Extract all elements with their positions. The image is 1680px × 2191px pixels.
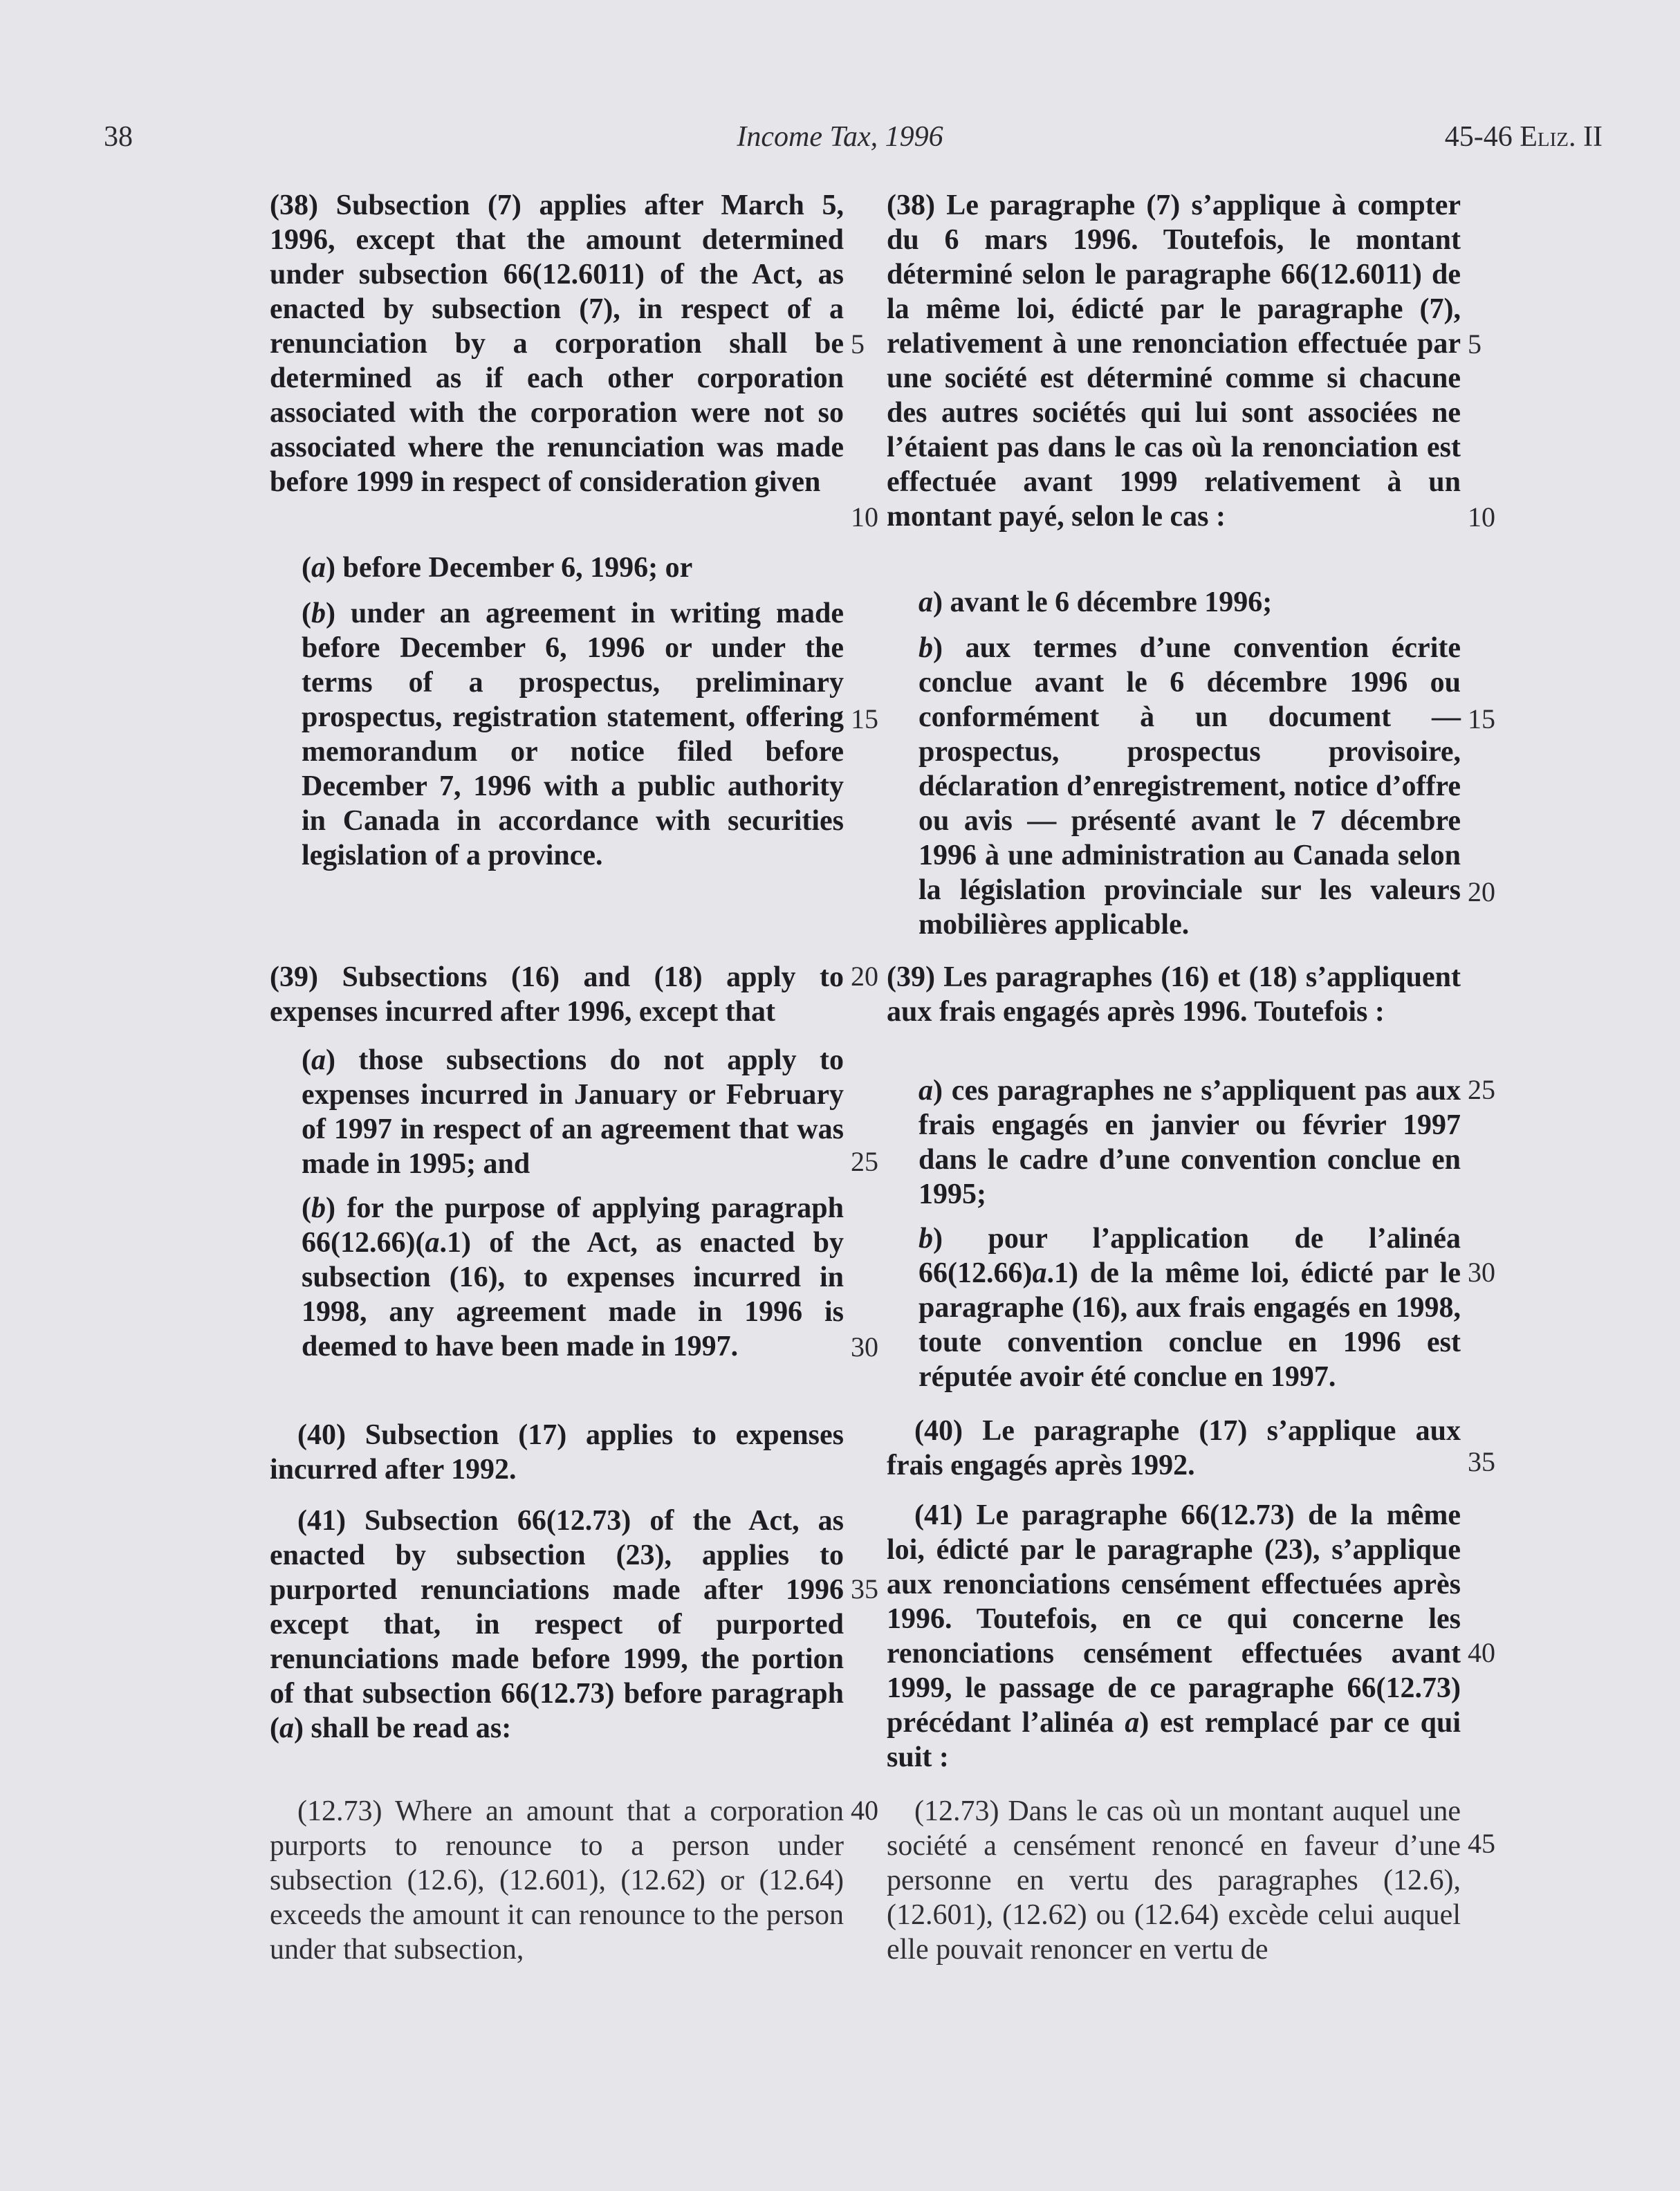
en-line-number: 15	[851, 703, 878, 734]
fr-line-number: 30	[1468, 1257, 1495, 1288]
parliament-sc: Eliz	[1520, 121, 1569, 153]
fr-s41-italic: a	[1125, 1707, 1140, 1739]
fr-line-number: 35	[1468, 1446, 1495, 1477]
parliament-reference	[1445, 120, 1603, 154]
en-s39-b-text-1: for the purpose of applying paragraph 66(12.66)(	[302, 1192, 844, 1259]
fr-s40-text: (40) Le paragraphe (17) s’applique aux frais engagés après 1992.	[887, 1415, 1461, 1481]
fr-s39-b-label: b	[919, 1223, 933, 1255]
en-line-number: 35	[851, 1573, 878, 1605]
en-s38-a-label: a	[311, 552, 326, 584]
en-s41-text-1: (41) Subsection 66(12.73) of the Act, as enacted by subsection (23), applies to purported renunciations made after 1996 except that, in respect of purported renunciations made before 1999, the portion of that subsection 66(12.73) before paragraph (	[270, 1505, 844, 1744]
fr-s41-text-2: ) est remplacé par ce qui suit :	[887, 1707, 1461, 1773]
page-number: 38	[104, 121, 133, 153]
en-s41-italic: a	[279, 1712, 294, 1744]
en-s39-b: (b) for the purpose of applying paragraph 66(12.66)(a.1) of the Act, as enacted by subsection (16), to expenses incurred in 1998, any agreement made in 1996 is deemed to have been made in 1997.	[302, 1192, 844, 1362]
fr-s39-a-label: a	[919, 1075, 933, 1107]
en-section-40	[270, 1418, 844, 1487]
en-s41-text-2: ) shall be read as:	[294, 1712, 512, 1744]
en-section-41	[270, 1504, 844, 1746]
fr-section-38	[887, 188, 1461, 534]
en-s39-b-italic: a	[425, 1227, 440, 1259]
fr-line-number: 20	[1468, 876, 1495, 907]
fr-s39-b-italic: a	[1032, 1257, 1047, 1289]
fr-s39-text: (39) Les paragraphes (16) et (18) s’appliquent aux frais engagés après 1996. Toutefois :	[887, 961, 1461, 1028]
en-line-number: 40	[851, 1795, 878, 1826]
en-s39-a-text: those subsections do not apply to expenses incurred in January or February of 1997 in respect of an agreement that was made in 1995; and	[302, 1044, 844, 1180]
en-s39-b-text-2: .1) of the Act, as enacted by subsection (16), to expenses incurred in 1998, any agreement made in 1996 is deemed to have been made in 1997.	[302, 1227, 844, 1362]
en-line-number: 20	[851, 961, 878, 992]
en-quote	[270, 1794, 844, 1967]
en-s40-text: (40) Subsection (17) applies to expenses incurred after 1992.	[270, 1419, 844, 1486]
fr-s38-a-text: ) avant le 6 décembre 1996;	[933, 586, 1273, 618]
fr-line-number: 5	[1468, 329, 1481, 360]
en-s39-a-label: a	[311, 1044, 326, 1076]
en-line-number: 5	[851, 329, 865, 360]
fr-s39-b-text-1: ) pour l’application de l’alinéa 66(12.66)	[919, 1223, 1461, 1289]
parliament-prefix: 45-46	[1444, 121, 1520, 153]
running-title: Income Tax, 1996	[737, 121, 943, 153]
fr-section-40	[887, 1414, 1461, 1483]
en-s39-b-label: b	[311, 1192, 326, 1224]
en-section-39	[270, 960, 844, 1029]
fr-line-number: 25	[1468, 1074, 1495, 1105]
fr-s39-b-text-2: .1) de la même loi, édicté par le paragraphe (16), aux frais engagés en 1998, toute convention conclue en 1996 est réputée avoir été conclue en 1997.	[919, 1257, 1461, 1393]
en-line-number: 10	[851, 501, 878, 533]
fr-line-number: 45	[1468, 1828, 1495, 1859]
fr-s41-text-1: (41) Le paragraphe 66(12.73) de la même loi, édicté par le paragraphe (23), s’applique aux renonciations censément effectuées après 1996. Toutefois, en ce qui concerne les renonciations censément effectuées avant 1999, le passage de ce paragraphe 66(12.73) précédant l’alinéa	[887, 1499, 1461, 1739]
fr-s39-b	[887, 1221, 1461, 1394]
fr-line-number: 10	[1468, 501, 1495, 533]
fr-s38-b	[887, 631, 1461, 942]
en-line-number: 30	[851, 1331, 878, 1362]
fr-quote	[887, 1794, 1461, 1967]
fr-s38-a-label: a	[919, 586, 933, 618]
en-quote-text: (12.73) Where an amount that a corporation purports to renounce to a person under subsection (12.6), (12.601), (12.62) or (12.64) exceeds the amount it can renounce to the person under that subsection,	[270, 1795, 844, 1966]
fr-s39-a-text: ) ces paragraphes ne s’appliquent pas aux frais engagés en janvier ou février 1997 dans le cadre d’une convention conclue en 1995;	[919, 1075, 1461, 1210]
fr-s38-b-label: b	[919, 632, 933, 664]
parliament-suffix: . II	[1569, 121, 1603, 153]
en-s38-a: (a) before December 6, 1996; or	[302, 552, 693, 584]
en-s38-b: (b) under an agreement in writing made before December 6, 1996 or under the terms of a prospectus, preliminary prospectus, registration statement, offering memorandum or notice filed before December 7, 1996 with a public authority in Canada in accordance with securities legislation of a province.	[302, 598, 844, 871]
en-s38-b-text: under an agreement in writing made before December 6, 1996 or under the terms of a prospectus, preliminary prospectus, registration statement, offering memorandum or notice filed before December 7, 1996 with a public authority in Canada in accordance with securities legislation of a province.	[302, 598, 844, 871]
en-s39-a: (a) those subsections do not apply to expenses incurred in January or February of 1997 in respect of an agreement that was made in 1995; and	[302, 1044, 844, 1180]
en-s38-a-text: before December 6, 1996; or	[342, 552, 693, 584]
fr-section-39	[887, 960, 1461, 1029]
fr-s38-a	[887, 585, 1461, 620]
en-s38-text: (38) Subsection (7) applies after March 5, 1996, except that the amount determined under subsection 66(12.6011) of the Act, as enacted by subsection (7), in respect of a renunciation by a corporation shall be determined as if each other corporation associated with the corporation were not so associated where the renunciation was made before 1999 in respect of consideration given	[270, 189, 844, 498]
fr-line-number: 15	[1468, 703, 1495, 734]
fr-line-number: 40	[1468, 1637, 1495, 1668]
fr-quote-text: (12.73) Dans le cas où un montant auquel une société a censément renoncé en faveur d’une personne en vertu des paragraphes (12.6), (12.601), (12.62) ou (12.64) excède celui auquel elle pouvait renoncer en vertu de	[887, 1795, 1461, 1966]
en-line-number: 25	[851, 1146, 878, 1177]
en-section-38	[270, 188, 844, 499]
en-s39-text: (39) Subsections (16) and (18) apply to expenses incurred after 1996, except that	[270, 961, 844, 1028]
fr-s39-a	[887, 1073, 1461, 1212]
fr-s38-text: (38) Le paragraphe (7) s’applique à compter du 6 mars 1996. Toutefois, le montant déterminé selon le paragraphe 66(12.6011) de la même loi, édicté par le paragraphe (7), relativement à une renonciation effectuée par une société est déterminé comme si chacune des autres sociétés qui lui sont associées ne l’étaient pas dans le cas où la renonciation est effectuée avant 1999 relativement à un montant payé, selon le cas :	[887, 189, 1461, 533]
fr-section-41	[887, 1498, 1461, 1775]
fr-s38-b-text: ) aux termes d’une convention écrite conclue avant le 6 décembre 1996 ou conformément à un document — prospectus, prospectus provisoire, déclaration d’enregistrement, notice d’offre ou avis — présenté avant le 7 décembre 1996 à une administration au Canada selon la législation provinciale sur les valeurs mobilières applicable.	[919, 632, 1461, 941]
en-s38-b-label: b	[311, 598, 326, 629]
